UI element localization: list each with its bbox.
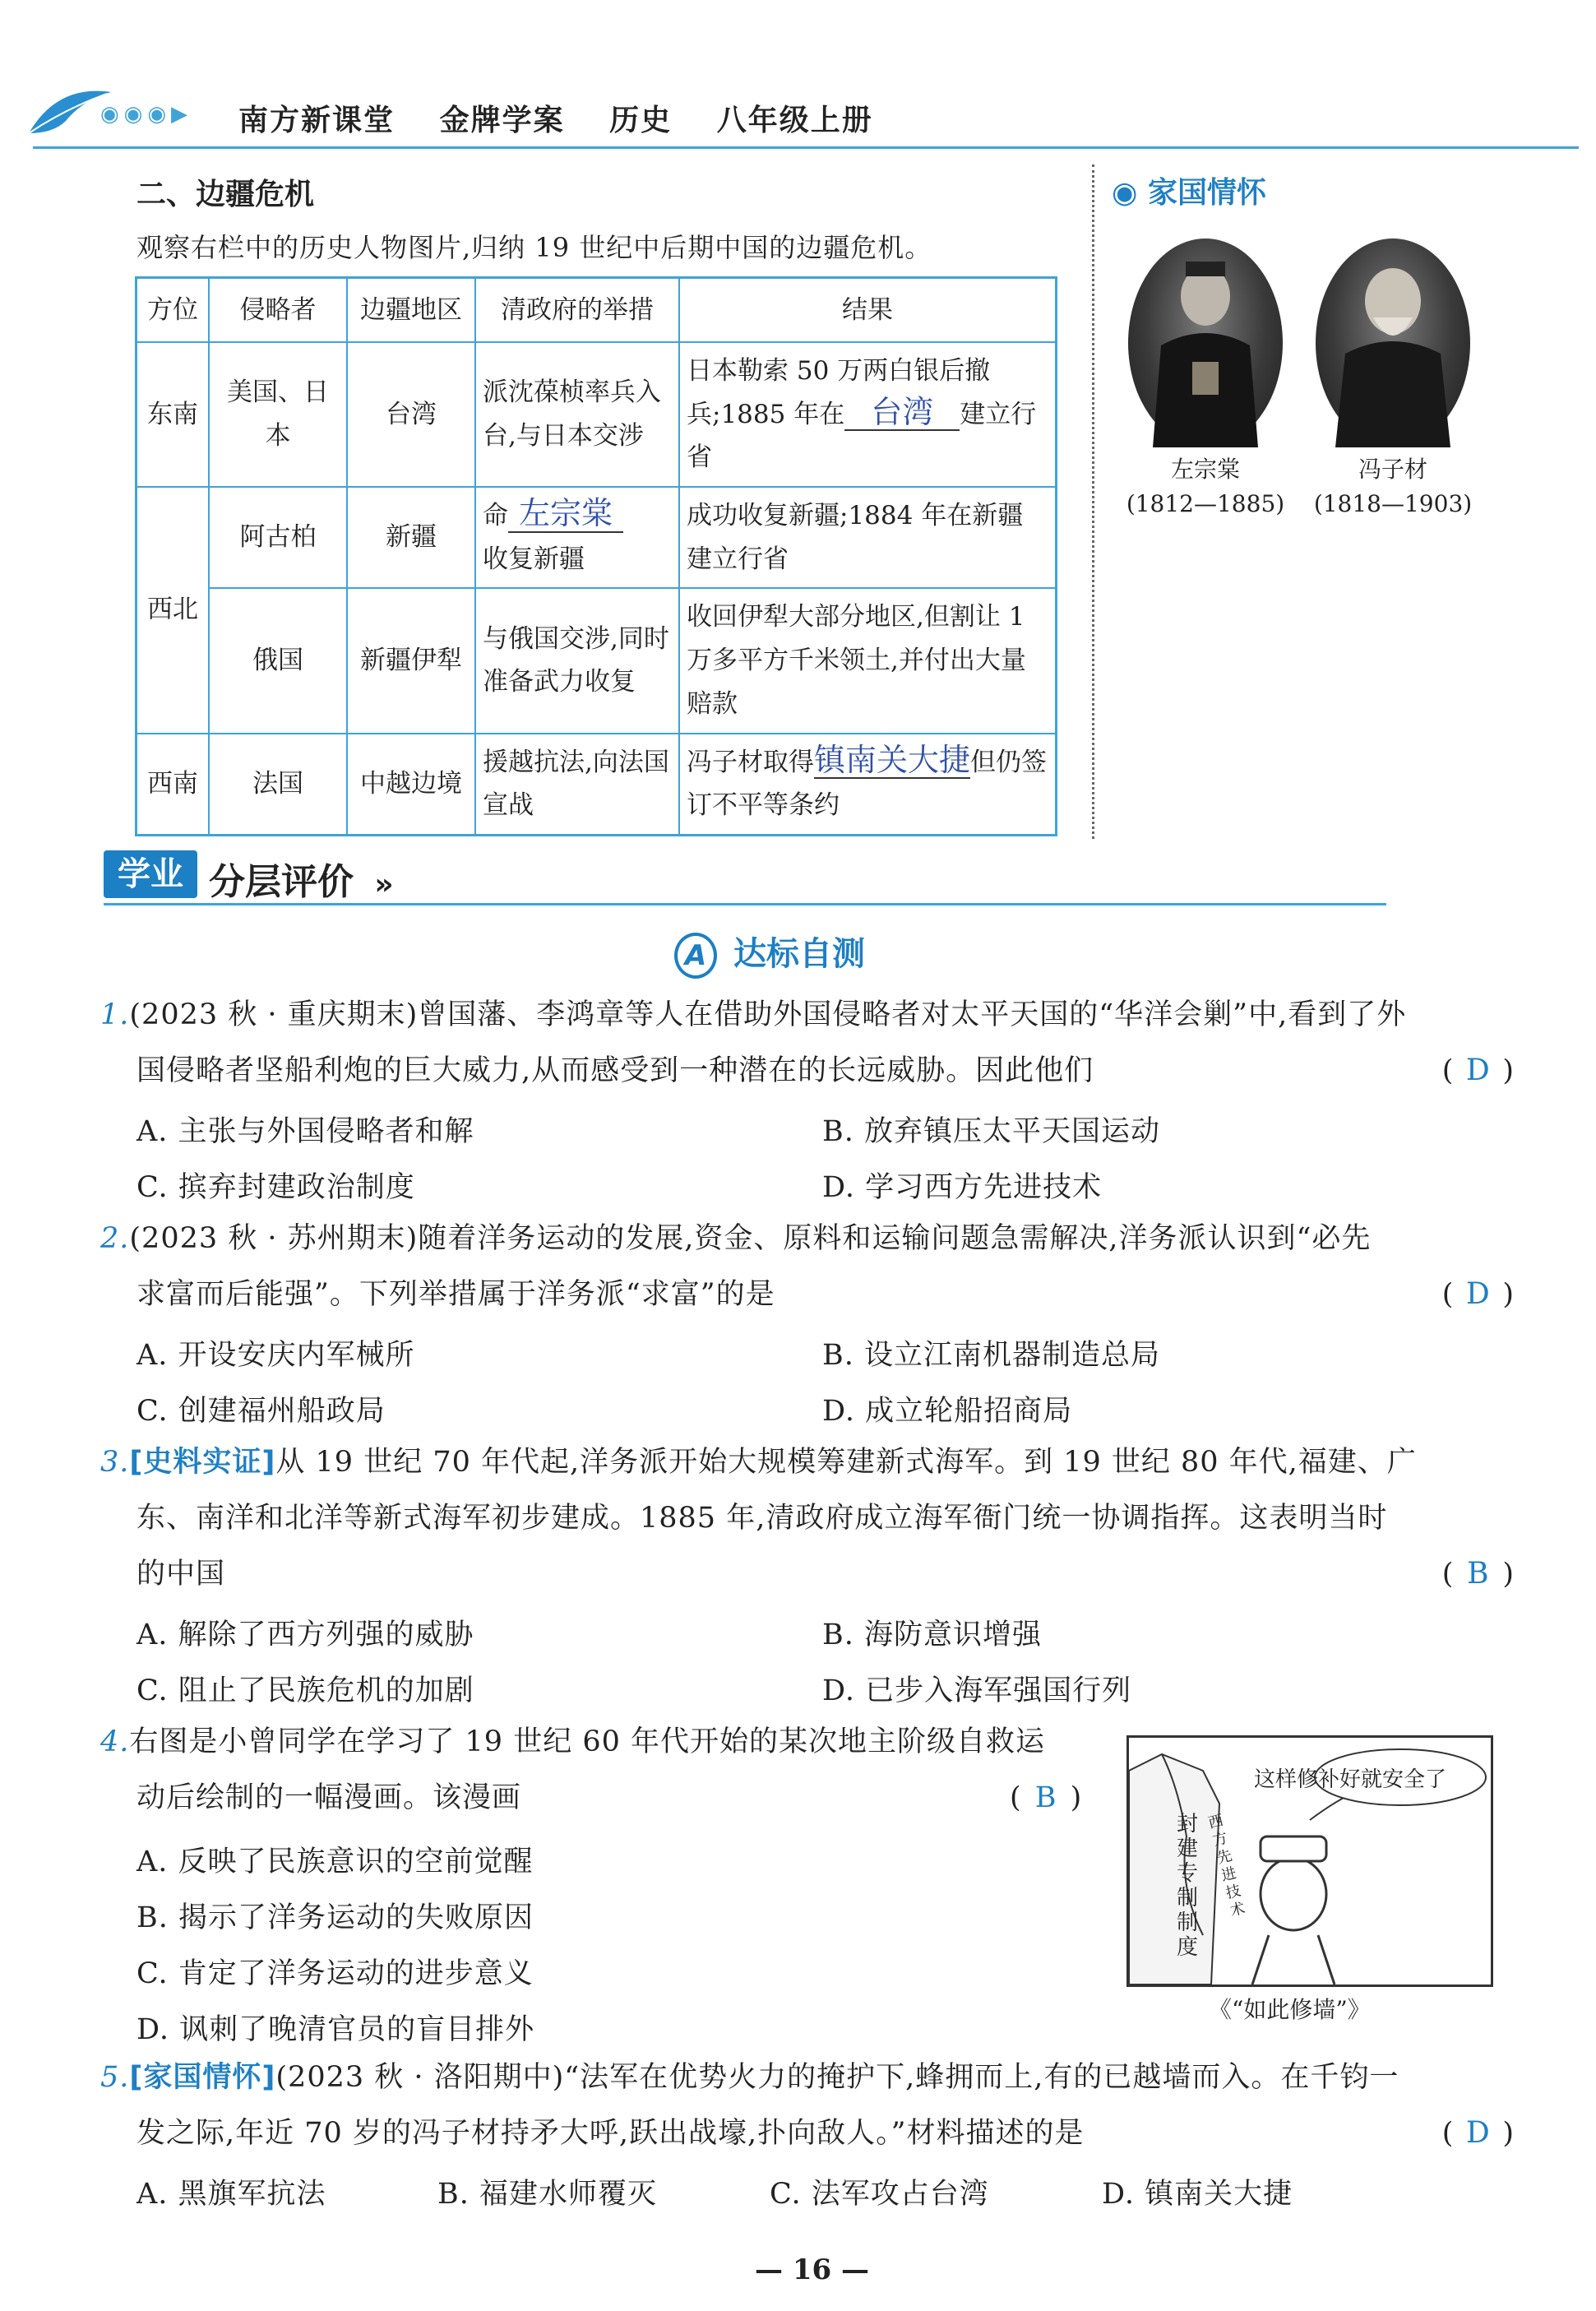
table-row — [136, 734, 1057, 836]
question-text: 发之际,年近 70 岁的冯子材持矛大呼,跃出战壕,扑向敌人。”材料描述的是 — [136, 2117, 1085, 2150]
cell-direction: 东南 — [136, 342, 210, 487]
question-4 — [100, 1714, 1045, 1826]
cartoon-caption: 《“如此修墙”》 — [1209, 1996, 1371, 2023]
option: C. 阻止了民族危机的加剧 — [136, 1674, 474, 1707]
question-number: 2. — [100, 1222, 130, 1255]
subsection-title: 达标自测 — [733, 935, 865, 973]
caption-feng-zicai — [1294, 452, 1492, 521]
question-5 — [100, 2049, 1399, 2161]
measure-text: 收复新疆 — [483, 544, 585, 574]
question-3 — [100, 1434, 1417, 1602]
cell-result — [679, 734, 1057, 836]
cell-result — [679, 342, 1057, 487]
question-number: 1. — [100, 998, 130, 1031]
cell-measure: 援越抗法,向法国宣战 — [475, 734, 679, 836]
table-header: 侵略者 — [209, 278, 347, 343]
cell-aggressor: 法国 — [209, 734, 347, 836]
cell-aggressor: 美国、日本 — [209, 342, 347, 487]
cartoon-patch-text: 西方先进技术 — [1206, 1812, 1247, 1920]
table-row — [136, 342, 1057, 487]
answer-bracket: ( D ) — [1442, 1043, 1514, 1099]
option: B. 揭示了洋务运动的失败原因 — [136, 1901, 534, 1934]
cell-direction: 西北 — [136, 487, 210, 733]
portrait-zuo-zongtang — [1128, 239, 1283, 447]
figure-name: 左宗棠 — [1170, 456, 1240, 483]
result-text: 日本勒索 50 万两白银后撤兵;1885 年在 — [687, 356, 991, 429]
answer-blank: 镇南关大捷 — [814, 741, 971, 778]
evaluation-divider — [104, 903, 1386, 905]
cell-measure: 与俄国交涉,同时准备武力收复 — [475, 588, 679, 733]
table-header: 边疆地区 — [347, 278, 475, 343]
sidebar-divider — [1092, 164, 1094, 839]
cell-measure — [475, 487, 679, 588]
table-header: 清政府的举措 — [475, 278, 679, 343]
cell-measure: 派沈葆桢率兵入台,与日本交涉 — [475, 342, 679, 487]
option: A. 开设安庆内军械所 — [136, 1339, 415, 1372]
question-text: 求富而后能强”。下列举措属于洋务派“求富”的是 — [136, 1278, 775, 1311]
caption-zuo-zongtang — [1107, 452, 1304, 521]
option: D. 已步入海军强国行列 — [822, 1674, 1132, 1707]
option: B. 海防意识增强 — [822, 1619, 1042, 1651]
option: B. 福建水师覆灭 — [437, 2178, 657, 2211]
sidebar-title — [1112, 169, 1266, 211]
option: C. 肯定了洋务运动的进步意义 — [136, 1957, 534, 1990]
option: D. 镇南关大捷 — [1102, 2178, 1293, 2211]
target-icon: ◉ — [1112, 176, 1138, 210]
result-text: 冯子材取得 — [687, 747, 814, 777]
table-header: 方位 — [136, 278, 210, 343]
table-header: 结果 — [679, 278, 1057, 343]
option: B. 设立江南机器制造总局 — [822, 1339, 1160, 1372]
question-number: 4. — [100, 1725, 130, 1758]
option: C. 摈弃封建政治制度 — [136, 1171, 415, 1204]
table-row — [136, 588, 1057, 733]
answer-bracket: ( B ) — [1442, 1546, 1514, 1602]
figure-name: 冯子材 — [1358, 456, 1427, 483]
answer-bracket: ( B ) — [1010, 1770, 1081, 1826]
cartoon-image — [1126, 1735, 1493, 1987]
question-text: 的中国 — [136, 1558, 226, 1591]
sidebar-title-text: 家国情怀 — [1147, 176, 1266, 210]
cartoon-wall-text: 封建专制制度 — [1177, 1812, 1199, 1960]
header-dots-icon: ◉◉◉▶ — [100, 102, 193, 127]
header-grade: 八年级上册 — [716, 104, 873, 137]
question-number: 5. — [100, 2061, 130, 2094]
cartoon-speech: 这样修补好就安全了 — [1254, 1767, 1447, 1792]
result-text: 但仍签订不平等条约 — [687, 747, 1048, 821]
cell-region: 新疆 — [347, 487, 475, 588]
question-2 — [100, 1211, 1371, 1322]
question-number: 3. — [100, 1446, 130, 1479]
cell-direction: 西南 — [136, 734, 210, 836]
question-text: (2023 秋 · 重庆期末)曾国藩、李鸿章等人在借助外国侵略者对太平天国的“华洋会剿”中,看到了外 — [129, 998, 1407, 1031]
section-title: 二、边疆危机 — [136, 178, 315, 211]
option: C. 创建福州船政局 — [136, 1395, 386, 1428]
option: A. 反映了民族意识的空前觉醒 — [136, 1846, 534, 1878]
question-text: 国侵略者坚船利炮的巨大威力,从而感受到一种潜在的长远威胁。因此他们 — [136, 1054, 1094, 1087]
header-title — [238, 97, 906, 139]
question-text: 动后绘制的一幅漫画。该漫画 — [136, 1781, 522, 1814]
option: A. 解除了西方列强的威胁 — [136, 1619, 474, 1651]
cell-aggressor: 俄国 — [209, 588, 347, 733]
answer-value: D — [1465, 1277, 1490, 1311]
cell-aggressor: 阿古柏 — [209, 487, 347, 588]
option: D. 讽刺了晚清官员的盲目排外 — [136, 2013, 535, 2046]
evaluation-badge: 学业 — [104, 850, 197, 898]
figure-years: (1818—1903) — [1313, 490, 1473, 517]
option: A. 主张与外国侵略者和解 — [136, 1115, 474, 1148]
option: D. 成立轮船招商局 — [822, 1395, 1073, 1428]
question-text: 东、南洋和北洋等新式海军初步建成。1885 年,清政府成立海军衙门统一协调指挥。这表明当时 — [136, 1502, 1388, 1535]
answer-blank: 左宗棠 — [508, 497, 623, 533]
question-1 — [100, 987, 1406, 1099]
option: D. 学习西方先进技术 — [822, 1171, 1103, 1204]
frontier-crisis-table — [135, 276, 1057, 836]
cell-result: 成功收复新疆;1884 年在新疆建立行省 — [679, 487, 1057, 588]
question-text: 从 19 世纪 70 年代起,洋务派开始大规模筹建新式海军。到 19 世纪 80 年代,福建、广 — [275, 1446, 1417, 1479]
answer-value: D — [1465, 1054, 1490, 1087]
page-number: — 16 — — [755, 2253, 869, 2286]
answer-bracket: ( D ) — [1442, 1267, 1514, 1322]
answer-value: D — [1465, 2116, 1490, 2150]
evaluation-title — [209, 852, 394, 905]
measure-text: 命 — [483, 501, 508, 531]
header-publisher: 南方新课堂 — [238, 104, 396, 137]
answer-bracket: ( D ) — [1442, 2105, 1514, 2161]
header-divider — [33, 146, 1579, 149]
a-letter-icon: A — [674, 933, 717, 979]
answer-value: B — [1034, 1781, 1057, 1814]
option: B. 放弃镇压太平天国运动 — [822, 1115, 1160, 1148]
question-tag: [家国情怀] — [129, 2061, 276, 2094]
cell-region: 新疆伊犁 — [347, 588, 475, 733]
section-intro: 观察右栏中的历史人物图片,归纳 19 世纪中后期中国的边疆危机。 — [136, 232, 932, 263]
option: C. 法军攻占台湾 — [770, 2178, 989, 2211]
subsection-heading — [674, 928, 865, 979]
question-text: (2023 秋 · 洛阳期中)“法军在优势火力的掩护下,蜂拥而上,有的已越墙而入。在千钧一 — [275, 2061, 1399, 2094]
table-row — [136, 487, 1057, 588]
answer-value: B — [1467, 1557, 1489, 1591]
header-subject: 历史 — [609, 104, 673, 137]
cell-result: 收回伊犁大部分地区,但割让 1 万多平方千米领土,并付出大量赔款 — [679, 588, 1057, 733]
portrait-feng-zicai — [1316, 239, 1470, 447]
cell-region: 台湾 — [347, 342, 475, 487]
answer-blank: 台湾 — [844, 396, 960, 432]
option: A. 黑旗军抗法 — [136, 2178, 326, 2211]
evaluation-title-text: 分层评价 — [209, 861, 354, 903]
question-tag: [史料实证] — [129, 1446, 276, 1479]
cell-region: 中越边境 — [347, 734, 475, 836]
figure-years: (1812—1885) — [1126, 490, 1285, 517]
question-text: 右图是小曾同学在学习了 19 世纪 60 年代开始的某次地主阶级自救运 — [129, 1725, 1045, 1758]
header-series: 金牌学案 — [439, 104, 565, 137]
double-arrow-icon: » — [374, 868, 394, 901]
result-text: 建立行省 — [687, 399, 1037, 473]
table-header-row — [136, 278, 1057, 343]
question-text: (2023 秋 · 苏州期末)随着洋务运动的发展,资金、原料和运输问题急需解决,洋务派认识到“必先 — [129, 1222, 1372, 1255]
